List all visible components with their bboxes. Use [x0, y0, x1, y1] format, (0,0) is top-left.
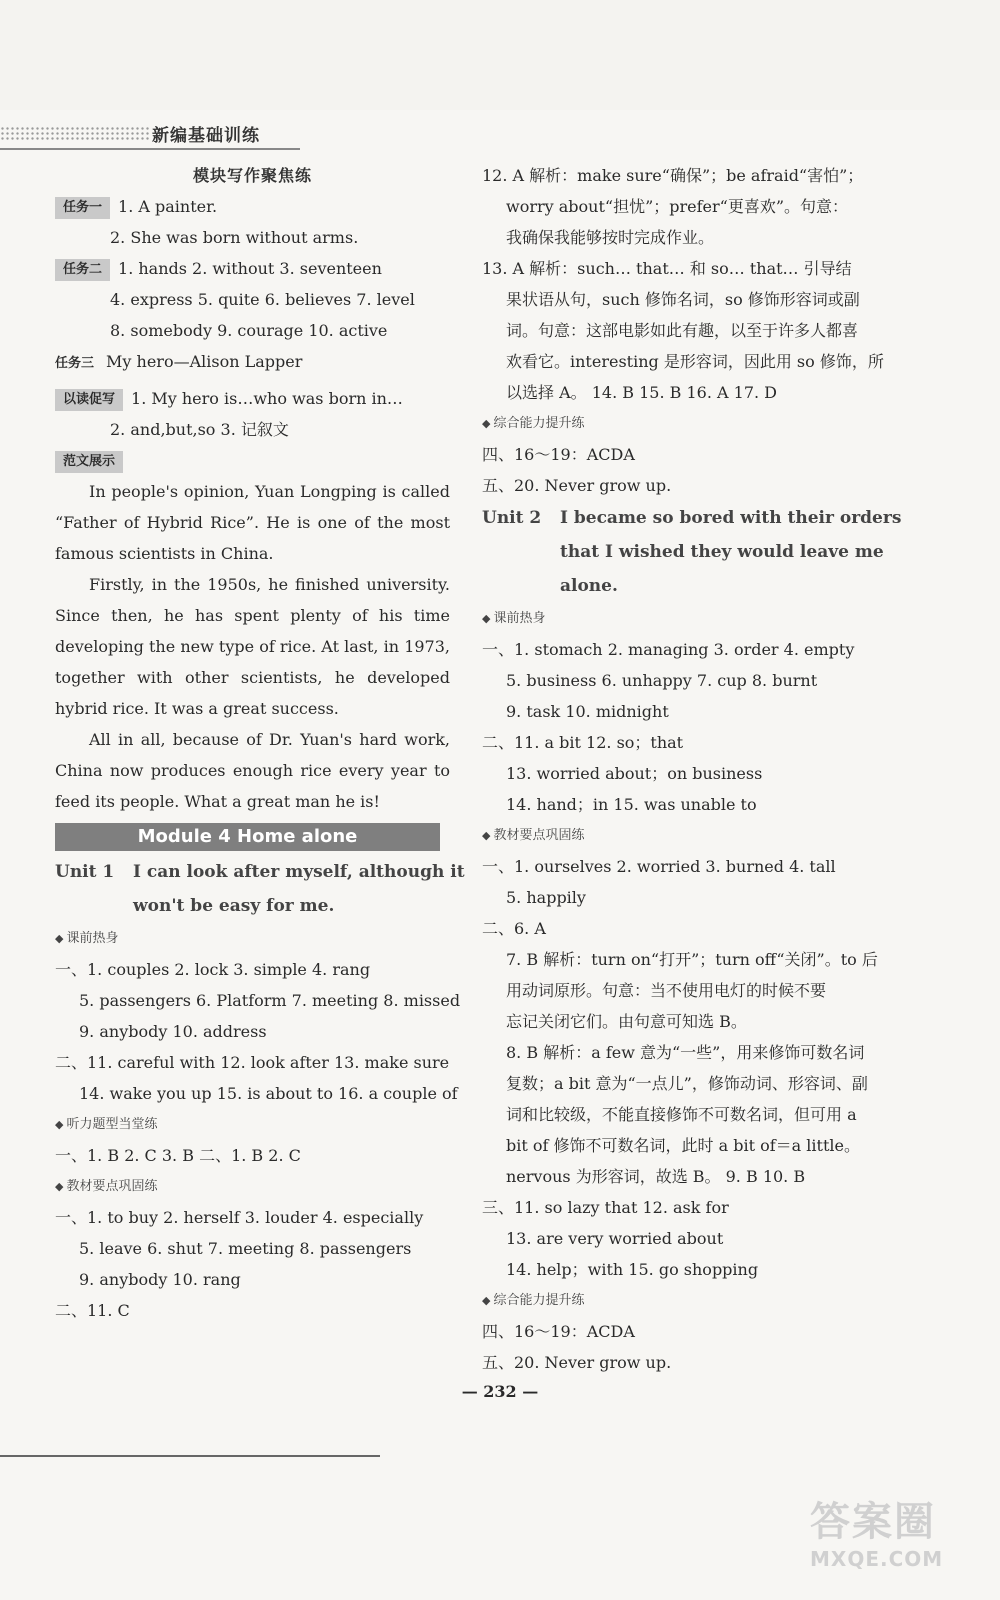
task4-line2: 2. and,but,so 3. 记叙文 [110, 420, 289, 439]
right-answer-13-cont4: 以选择 A。 14. B 15. B 16. A 17. D [506, 383, 778, 402]
unit2-heading [482, 501, 902, 603]
right-textbook-5: 用动词原形。句意：当不使用电灯的时候不要 [506, 981, 827, 1000]
sample-tag-line [55, 445, 450, 476]
unit2-label: Unit 2 [482, 508, 542, 528]
right-textbook-1: 一、1. ourselves 2. worried 3. burned 4. tall [482, 857, 836, 876]
task2-tag: 任务二 [55, 259, 110, 281]
task2-line1 [55, 253, 450, 284]
diamond-icon: ◆ [482, 612, 491, 625]
header-rule [0, 148, 300, 150]
right-textbook-9: 词和比较级，不能直接修饰不可数名词，但可用 a [506, 1105, 857, 1124]
task1-line2: 2. She was born without arms. [110, 228, 359, 247]
sample-paragraph-1: In people's opinion, Yuan Longping is called “Father of Hybrid Rice”. He is one of the most famous scientists in China. [55, 482, 450, 563]
unit1-label: Unit 1 [55, 862, 115, 882]
task3-answer1: My hero—Alison Lapper [106, 352, 303, 371]
task3-tag: 任务三 [55, 356, 95, 371]
textbook-heading-2 [482, 820, 880, 851]
task1-answer1: 1. A painter. [118, 197, 218, 216]
comprehensive-label-2: 综合能力提升练 [493, 1293, 585, 1308]
diamond-icon: ◆ [55, 1118, 64, 1131]
task2-line2: 4. express 5. quite 6. believes 7. level [110, 290, 415, 309]
unit1-heading [55, 855, 465, 923]
module-banner: Module 4 Home alone [55, 823, 440, 851]
listening-heading [55, 1109, 450, 1140]
warmup-heading-2 [482, 603, 880, 634]
right-warmup-2: 5. business 6. unhappy 7. cup 8. burnt [506, 671, 818, 690]
right-warmup-4: 二、11. a bit 12. so；that [482, 733, 684, 752]
right-answer-13-cont2: 词。句意：这部电影如此有趣，以至于许多人都喜 [506, 321, 859, 340]
right-warmup-6: 14. hand；in 15. was unable to [506, 795, 757, 814]
left-textbook-3: 9. anybody 10. rang [79, 1270, 241, 1289]
right-textbook-14: 14. help；with 15. go shopping [506, 1260, 759, 1279]
comprehensive-heading-2 [482, 1285, 880, 1316]
right-answer-13-cont3: 欢看它。interesting 是形容词，因此用 so 修饰，所 [506, 352, 884, 371]
right-warmup-1: 一、1. stomach 2. managing 3. order 4. empty [482, 640, 855, 659]
left-textbook-2: 5. leave 6. shut 7. meeting 8. passengers [79, 1239, 412, 1258]
left-warmup-3: 9. anybody 10. address [79, 1022, 267, 1041]
right-answer-13-cont1: 果状语从句，such 修饰名词，so 修饰形容词或副 [506, 290, 860, 309]
sample-essay [55, 476, 450, 817]
page-number: — 232 — [461, 1382, 539, 1401]
task2-line3: 8. somebody 9. courage 10. active [110, 321, 388, 340]
warmup-label-2: 课前热身 [493, 611, 546, 626]
warmup-heading [55, 923, 450, 954]
warmup-label: 课前热身 [66, 931, 119, 946]
right-textbook-12: 三、11. so lazy that 12. ask for [482, 1198, 729, 1217]
bottom-rule [0, 1455, 380, 1457]
listening-label: 听力题型当堂练 [66, 1117, 158, 1132]
comprehensive-heading [482, 408, 880, 439]
unit2-title-1: I became so bored with their orders [560, 508, 902, 528]
right-warmup-3: 9. task 10. midnight [506, 702, 669, 721]
header-dot-pattern [0, 126, 150, 142]
right-textbook-2: 5. happily [506, 888, 586, 907]
left-listening-1: 一、1. B 2. C 3. B 二、1. B 2. C [55, 1146, 301, 1165]
right-textbook-3: 二、6. A [482, 919, 546, 938]
diamond-icon: ◆ [482, 1294, 491, 1307]
right-textbook-10: bit of 修饰不可数名词，此时 a bit of＝a little。 [506, 1136, 860, 1155]
unit1-title-2: won't be easy for me. [133, 896, 335, 916]
section-title: 模块写作聚焦练 [192, 166, 312, 185]
right-answer-13: 13. A 解析：such… that… 和 so… that… 引导结 [482, 259, 852, 278]
right-comp-4: 五、20. Never grow up. [482, 1353, 672, 1372]
right-warmup-5: 13. worried about；on business [506, 764, 763, 783]
right-comp-1: 四、16～19：ACDA [482, 445, 635, 464]
task4-tag: 以读促写 [55, 389, 123, 411]
unit1-title-1: I can look after myself, although it [133, 862, 465, 882]
task1-line1 [55, 191, 450, 222]
task3-line1 [55, 346, 450, 379]
task4-answer1: 1. My hero is…who was born in… [131, 389, 403, 408]
right-textbook-13: 13. are very worried about [506, 1229, 724, 1248]
diamond-icon: ◆ [482, 829, 491, 842]
diamond-icon: ◆ [482, 417, 491, 430]
running-header [0, 118, 300, 152]
sample-paragraph-3: All in all, because of Dr. Yuan's hard work, China now produces enough rice every year to feed its people. What a great man he is! [55, 730, 450, 811]
textbook-heading [55, 1171, 450, 1202]
diamond-icon: ◆ [55, 932, 64, 945]
right-textbook-11: nervous 为形容词，故选 B。 9. B 10. B [506, 1167, 806, 1186]
left-warmup-5: 14. wake you up 15. is about to 16. a couple of [79, 1084, 458, 1103]
right-textbook-8: 复数；a bit 意为“一点儿”，修饰动词、形容词、副 [506, 1074, 868, 1093]
top-band [0, 0, 1000, 110]
left-column [55, 160, 465, 1326]
right-textbook-7: 8. B 解析：a few 意为“一些”，用来修饰可数名词 [506, 1043, 865, 1062]
comprehensive-label: 综合能力提升练 [493, 416, 585, 431]
left-textbook-4: 二、11. C [55, 1301, 130, 1320]
header-title: 新编基础训练 [152, 126, 260, 146]
right-column [482, 160, 902, 1378]
left-textbook-1: 一、1. to buy 2. herself 3. louder 4. especially [55, 1208, 424, 1227]
right-answer-12-cont1: worry about“担忧”；prefer“更喜欢”。句意： [506, 197, 849, 216]
right-comp-2: 五、20. Never grow up. [482, 476, 672, 495]
unit2-title-2: that I wished they would leave me [560, 542, 884, 562]
right-comp-3: 四、16～19：ACDA [482, 1322, 635, 1341]
right-answer-12: 12. A 解析：make sure“确保”；be afraid“害怕”； [482, 166, 864, 185]
right-answer-12-cont2: 我确保我能够按时完成作业。 [506, 228, 715, 247]
sample-tag: 范文展示 [55, 451, 123, 473]
watermark-line-1: 答案圈 [810, 1499, 936, 1545]
left-warmup-1: 一、1. couples 2. lock 3. simple 4. rang [55, 960, 371, 979]
left-warmup-2: 5. passengers 6. Platform 7. meeting 8. missed [79, 991, 461, 1010]
right-textbook-6: 忘记关闭它们。由句意可知选 B。 [506, 1012, 747, 1031]
right-textbook-4: 7. B 解析：turn on“打开”；turn off“关闭”。to 后 [506, 950, 878, 969]
left-warmup-4: 二、11. careful with 12. look after 13. make sure [55, 1053, 450, 1072]
unit2-title-3: alone. [560, 576, 618, 596]
watermark-logo [810, 1490, 980, 1590]
textbook-label-2: 教材要点巩固练 [493, 828, 585, 843]
textbook-label: 教材要点巩固练 [66, 1179, 158, 1194]
task4-line1 [55, 383, 450, 414]
diamond-icon: ◆ [55, 1180, 64, 1193]
sample-paragraph-2: Firstly, in the 1950s, he finished university. Since then, he has spent plenty of his time developing the new type of rice. At last, in 1973, together with other scientists, he developed hybrid rice. It was a great success. [55, 575, 450, 718]
task1-tag: 任务一 [55, 197, 110, 219]
watermark-line-2: MXQE.COM [810, 1547, 944, 1571]
task2-answer1: 1. hands 2. without 3. seventeen [118, 259, 382, 278]
